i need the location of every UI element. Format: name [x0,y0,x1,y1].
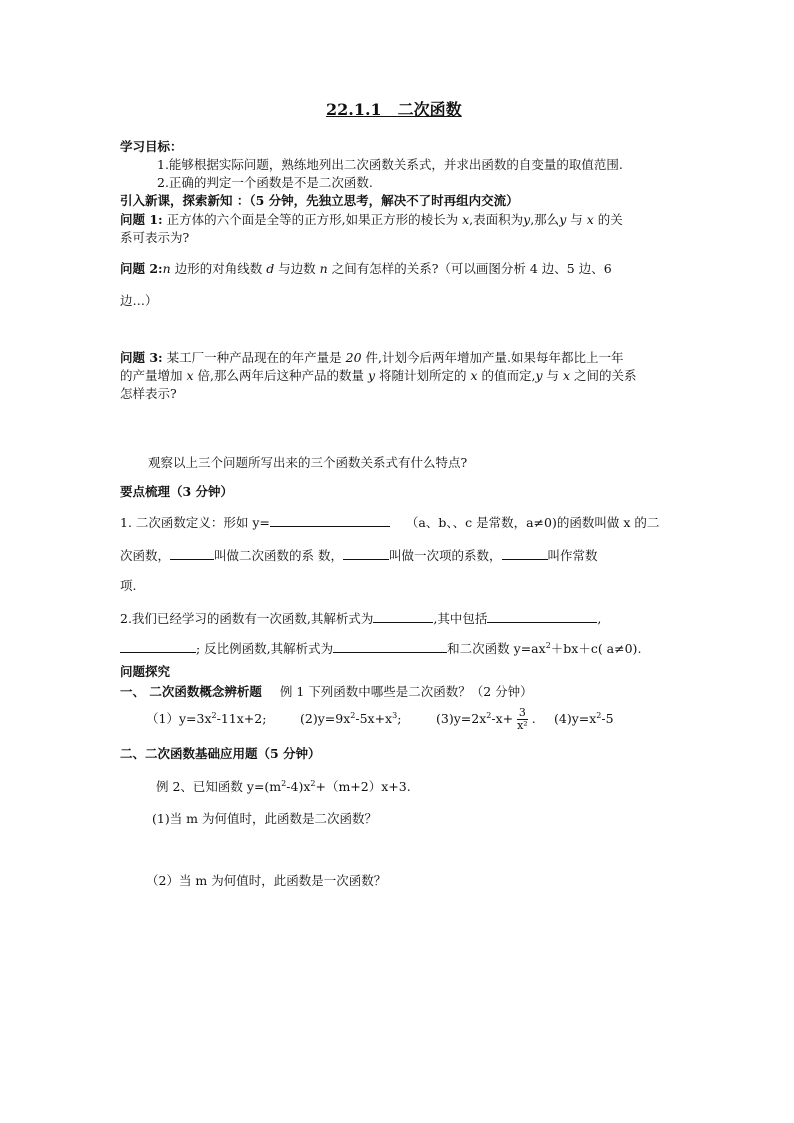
superscript: 2 [350,710,356,720]
var-x: x [586,212,594,227]
question-3-text: 件,计划今后两年增加产量.如果每年都比上一年 [361,350,624,365]
point-2-line-2 [120,640,641,657]
goals-heading: 学习目标： [120,139,183,154]
example-2-question-1: (1)当 m 为何值时，此函数是二次函数？ [152,811,378,826]
question-3-text: 某工厂一种产品现在的年产量是 [162,350,346,365]
option-text: . [531,711,536,726]
question-3-line-3: 怎样表示? [120,386,177,401]
point-2-text: ,其中包括 [433,611,488,626]
var-n: n [319,261,328,276]
example-2-question-2: （2）当 m 为何值时，此函数是一次函数？ [146,873,387,888]
question-3-label: 问题 3: [120,350,163,365]
point-2-text: ＋bx＋c( a≠0). [550,641,642,656]
example-2-text: -4)x [286,779,311,794]
answer-blank[interactable] [373,610,433,623]
question-1-line-2: 系可表示为? [120,230,190,245]
goal-item-1: 1.能够根据实际问题，熟练地列出二次函数关系式，并求出函数的自变量的取值范围. [157,157,623,172]
var-x: x [470,368,478,383]
question-1-text: 正方体的六个面是全等的正方形,如果正方形的棱长为 [162,212,463,227]
option-1 [146,711,266,727]
question-3-line-2 [120,368,637,384]
point-2-text: , [597,611,602,626]
option-text: ; [397,711,402,726]
explore-heading: 问题探究 [120,664,171,679]
var-x: x [462,212,470,227]
example-2 [156,779,411,795]
goal-item-2: 2.正确的判定一个函数是不是二次函数. [157,175,373,190]
point-1-text: （a、b、、c 是常数，a≠0)的函数叫做 x 的二 [405,515,660,530]
question-1-text: 与 [566,212,587,227]
option-text: -x+ [491,711,514,726]
point-2-text: ; 反比例函数,其解析式为 [196,641,334,656]
point-2 [120,610,601,627]
point-1-text: 1. 二次函数定义：形如 y= [120,515,270,530]
answer-blank[interactable] [487,610,597,623]
example-2-text: +（m+2）x+3. [315,779,411,794]
point-2-text: 和二次函数 y=ax [447,641,546,656]
point-1-text: 叫做二次函数的系 数， [214,548,343,563]
question-3-text: 与 [542,368,564,383]
var-d: d [266,261,275,276]
question-3-text: 之间的关系 [570,368,637,383]
option-4 [554,711,614,727]
question-1-text: 的关 [593,212,623,227]
option-text: -5x+x [355,711,393,726]
section-1-title: 一、 二次函数概念辨析题 [120,684,262,699]
point-1-line-3: 项. [120,578,137,593]
answer-blank[interactable] [270,514,390,527]
observe-text: 观察以上三个问题所写出来的三个函数关系式有什么特点? [148,455,468,470]
superscript: 3 [392,710,398,720]
superscript: 2 [310,778,316,788]
example-2-text: 例 2、已知函数 y=(m [156,779,282,794]
question-3-text: 的值而定, [477,368,536,383]
var-y: y [559,212,567,227]
example-1-text: 例 1 下列函数中哪些是二次函数？（2 分钟） [279,684,533,699]
point-1 [120,514,659,531]
point-1-text: 叫做一次项的系数， [389,548,502,563]
section-1 [120,684,533,700]
point-1-line-2 [120,547,598,564]
option-text: (4)y=x [554,711,597,726]
answer-blank[interactable] [170,547,214,560]
intro-heading: 引入新课，探索新知 ：（5 分钟，先独立思考，解决不了时再组内交流） [120,193,519,208]
points-heading: 要点梳理（3 分钟） [120,484,234,499]
option-text: （1）y=3x [146,711,212,726]
option-text: -11x+2; [216,711,267,726]
var-n: n [162,261,171,276]
option-text: (3)y=2x [436,711,487,726]
question-2-line-2: 边…） [120,293,158,308]
question-3 [120,350,623,366]
answer-blank[interactable] [343,547,389,560]
superscript: 2 [211,710,217,720]
superscript: 2 [486,710,492,720]
option-text: -5 [601,711,614,726]
fraction-denominator: x² [517,719,528,732]
question-3-text: 将随计划所定的 [375,368,471,383]
number-20: 20 [345,350,362,365]
var-y: y [523,212,531,227]
answer-blank[interactable] [502,547,548,560]
question-1 [120,212,623,228]
option-text: (2)y=9x [300,711,351,726]
question-3-text: 倍,那么两年后这种产品的数量 [193,368,368,383]
question-1-text: ,表面积为 [469,212,524,227]
question-3-text: 的产量增加 [120,368,187,383]
var-y: y [535,368,543,383]
question-1-label: 问题 1: [120,212,163,227]
question-2-text: 与边数 [274,261,320,276]
question-2-text: 边形的对角线数 [170,261,267,276]
section-2-title: 二、二次函数基础应用题（5 分钟） [120,746,321,761]
option-3 [436,701,536,737]
fraction-numerator: 3 [518,706,526,719]
page-title: 22.1.1 二次函数 [326,100,462,119]
question-2-text: 之间有怎样的关系?（可以画图分析 4 边、5 边、6 [327,261,612,276]
question-2 [120,261,612,277]
point-1-text: 次函数， [120,548,171,563]
answer-blank[interactable] [120,640,196,653]
option-2 [300,711,401,727]
answer-blank[interactable] [333,640,447,653]
fraction [515,707,530,732]
superscript: 2 [545,640,551,650]
var-y: y [367,368,376,383]
point-2-text: 2.我们已经学习的函数有一次函数,其解析式为 [120,611,374,626]
point-1-text: 叫作常数 [547,548,598,563]
var-x: x [186,368,194,383]
var-x: x [563,368,571,383]
superscript: 2 [281,778,287,788]
question-1-text: ,那么 [530,212,560,227]
superscript: 2 [596,710,602,720]
question-2-label: 问题 2: [120,261,163,276]
